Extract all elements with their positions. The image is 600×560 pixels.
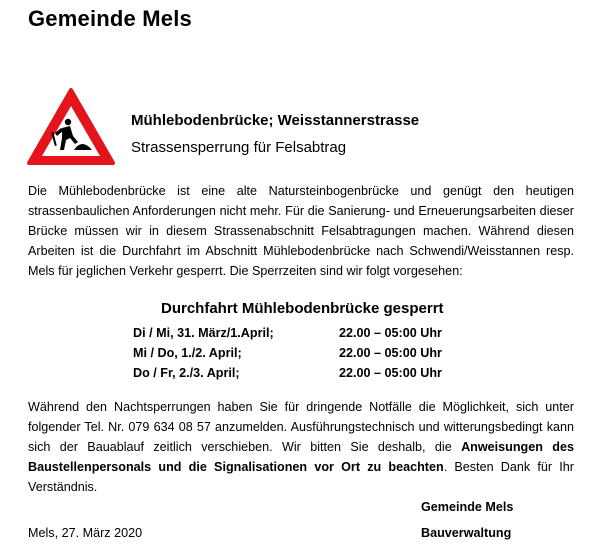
schedule-day: Di / Mi, 31. März/1.April; (133, 326, 274, 340)
notice-text-start: Während den Nachtsperrungen haben Sie für dringende Notfälle die Möglichkeit, sich unter folgender Tel. Nr. 079 634 08 57 anzumelden. Ausführungstechnisch und witterungsbedingt kann sich der Bauablauf zeitlich verschieben. Wir bitten Sie deshalb, die (28, 400, 574, 454)
schedule-time: 22.00 – 05:00 Uhr (339, 346, 442, 360)
notice-text-bold: Anweisungen des Baustellenpersonals und die Signalisationen vor Ort zu beachten (28, 440, 574, 474)
date-line: Mels, 27. März 2020 (28, 526, 143, 540)
schedule-heading: Durchfahrt Mühlebodenbrücke gesperrt (161, 300, 444, 317)
intro-paragraph: Die Mühlebodenbrücke ist eine alte Natursteinbogenbrücke und genügt den heutigen strassenbaulichen Anforderungen nicht mehr. Für die Sanierung- und Erneuerungsarbeiten dieser Brücke müssen wir in diesem Strassenabschnitt Felsabtragungen machen. Während diesen Arbeiten ist die Durchfahrt im Abschnitt Mühlebodenbrücke nach Schwendi/Weisstannen resp. Mels für jeglichen Verkehr gesperrt. Die Sperrzeiten sind wir folgt vorgesehen: (28, 184, 574, 278)
schedule-row (133, 363, 453, 383)
notice-text-end: . Besten Dank für Ihr Verständnis. (28, 460, 574, 494)
subject-subtitle: Strassensperrung für Felsabtrag (131, 139, 347, 156)
schedule-table (133, 323, 453, 383)
schedule-row (133, 343, 453, 363)
subject-title: Mühlebodenbrücke; Weisstannerstrasse (131, 112, 420, 129)
schedule-day: Do / Fr, 2./3. April; (133, 366, 240, 380)
notice-paragraph (28, 397, 574, 497)
schedule-time: 22.00 – 05:00 Uhr (339, 326, 442, 340)
page-title: Gemeinde Mels (28, 6, 192, 31)
signature-dept: Bauverwaltung (421, 526, 512, 540)
schedule-row (133, 323, 453, 343)
signature-org: Gemeinde Mels (421, 500, 514, 514)
schedule-day: Mi / Do, 1./2. April; (133, 346, 242, 360)
schedule-time: 22.00 – 05:00 Uhr (339, 366, 442, 380)
roadworks-sign-icon (26, 86, 116, 166)
